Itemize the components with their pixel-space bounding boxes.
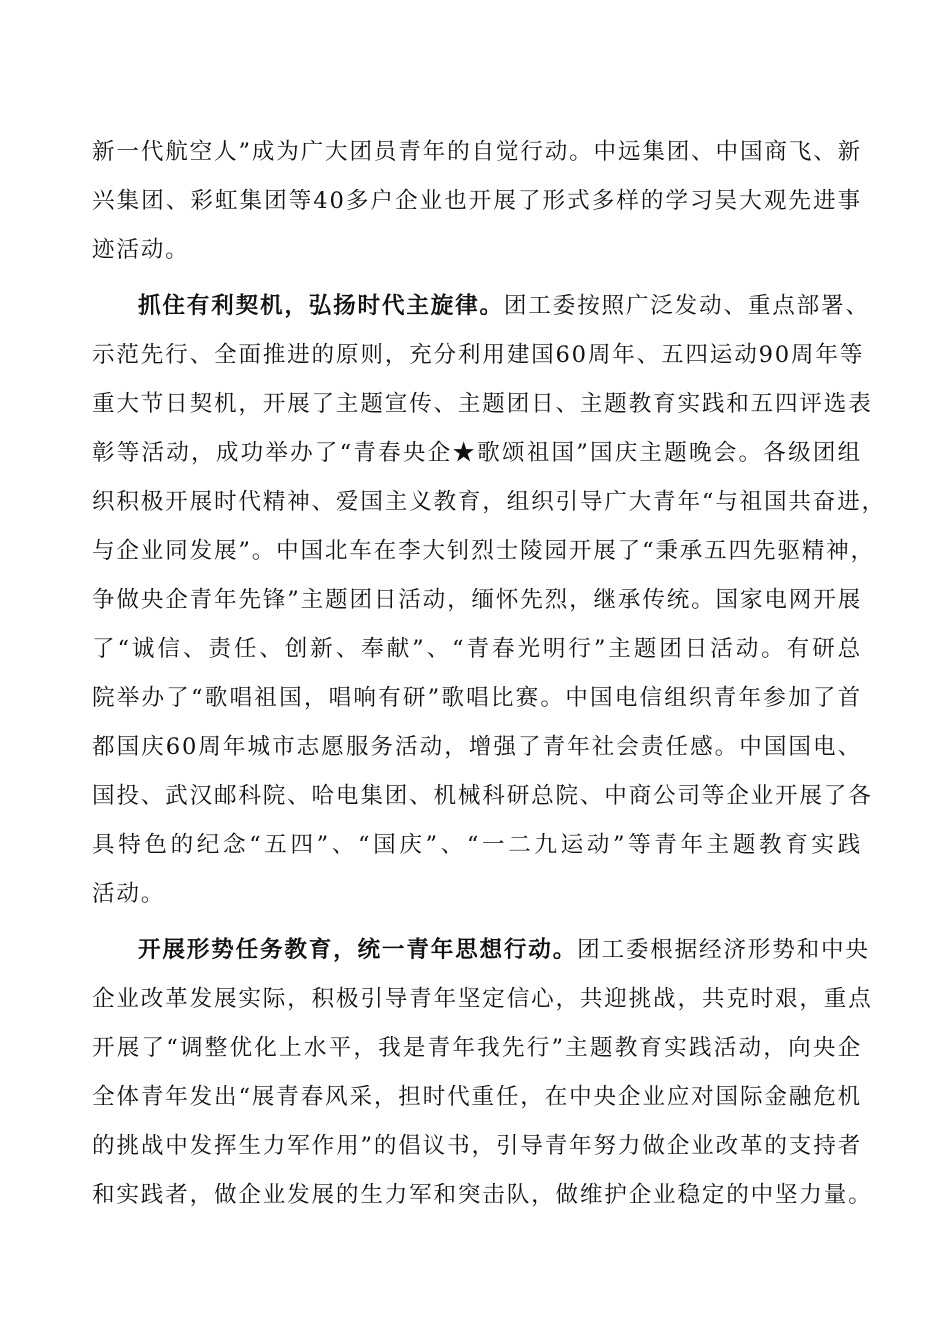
text-line: 与企业同发展”。中国北车在李大钊烈士陵园开展了“秉承五四先驱精神， bbox=[92, 538, 875, 564]
text-line: 织积极开展时代精神、爱国主义教育，组织引导广大青年“与祖国共奋进， bbox=[92, 489, 886, 515]
text-line: 开展了“调整优化上水平，我是青年我先行”主题教育实践活动，向央企 bbox=[92, 1035, 862, 1061]
text-line: 活动。 bbox=[92, 881, 166, 907]
paragraph-first-line-rest: 团工委根据经济形势和中央 bbox=[577, 937, 870, 963]
paragraph-lead-heading: 开展形势任务教育，统一青年思想行动。 bbox=[138, 937, 578, 963]
paragraph-first-line-rest: 团工委按照广泛发动、重点部署、 bbox=[503, 293, 870, 319]
text-line: 企业改革发展实际，积极引导青年坚定信心，共迎挑战，共克时艰，重点 bbox=[92, 986, 873, 1012]
paragraph-1 bbox=[92, 128, 862, 275]
text-line: 国投、武汉邮科院、哈电集团、机械科研总院、中商公司等企业开展了各 bbox=[92, 783, 873, 809]
paragraph-2 bbox=[92, 282, 886, 919]
text-line-first bbox=[92, 282, 870, 331]
text-line: 和实践者，做企业发展的生力军和突击队，做维护企业稳定的中坚力量。 bbox=[92, 1182, 873, 1208]
text-line: 院举办了“歌唱祖国，唱响有研”歌唱比赛。中国电信组织青年参加了首 bbox=[92, 685, 862, 711]
text-line: 示范先行、全面推进的原则，充分利用建国60周年、五四运动90周年等 bbox=[92, 342, 865, 368]
text-line: 彰等活动，成功举办了“青春央企★歌颂祖国”国庆主题晚会。各级团组 bbox=[92, 440, 862, 466]
paragraph-lead-heading: 抓住有利契机，弘扬时代主旋律。 bbox=[138, 293, 504, 319]
text-line: 了“诚信、责任、创新、奉献”、“青春光明行”主题团日活动。有研总 bbox=[92, 636, 862, 662]
text-line: 重大节日契机，开展了主题宣传、主题团日、主题教育实践和五四评选表 bbox=[92, 391, 873, 417]
text-line: 的挑战中发挥生力军作用”的倡议书，引导青年努力做企业改革的支持者 bbox=[92, 1133, 862, 1159]
text-line: 迹活动。 bbox=[92, 237, 190, 263]
paragraph-3 bbox=[92, 926, 873, 1220]
text-line: 争做央企青年先锋”主题团日活动，缅怀先烈，继承传统。国家电网开展 bbox=[92, 587, 862, 613]
text-line: 全体青年发出“展青春风采，担时代重任，在中央企业应对国际金融危机 bbox=[92, 1084, 862, 1110]
text-line: 都国庆60周年城市志愿服务活动，增强了青年社会责任感。中国国电、 bbox=[92, 734, 862, 760]
text-line: 兴集团、彩虹集团等40多户企业也开展了形式多样的学习吴大观先进事 bbox=[92, 188, 862, 214]
text-line: 新一代航空人”成为广大团员青年的自觉行动。中远集团、中国商飞、新 bbox=[92, 139, 862, 165]
text-line-first bbox=[92, 926, 870, 975]
document-body bbox=[92, 128, 886, 1220]
text-line: 具特色的纪念“五四”、“国庆”、“一二九运动”等青年主题教育实践 bbox=[92, 832, 862, 858]
